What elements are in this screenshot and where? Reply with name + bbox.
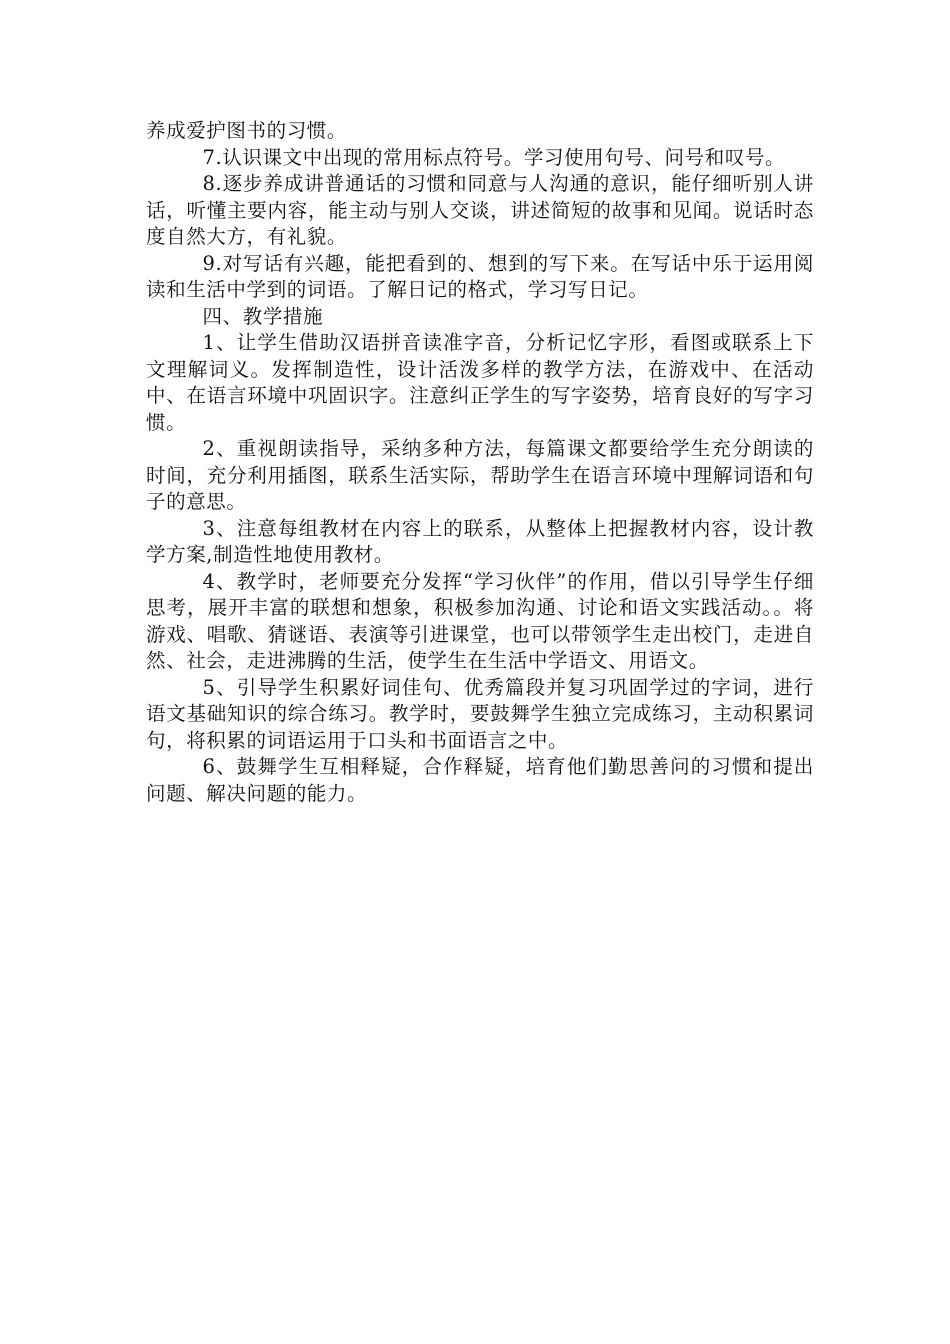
measure-item-3: 3、注意每组教材在内容上的联系，从整体上把握教材内容，设计教学方案,制造性地使用教材。 [146,516,814,566]
measure-item-4: 4、教学时，老师要充分发挥“学习伙伴”的作用，借以引导学生仔细思考，展开丰富的联想和想象，积极参加沟通、讨论和语文实践活动。。将游戏、唱歌、猜谜语、表演等引进课堂，也可以带领学生走出校门，走进自然、社会，走进沸腾的生活，使学生在生活中学语文、用语文。 [146,569,814,672]
paragraph-item-9: 9.对写话有兴趣，能把看到的、想到的写下来。在写话中乐于运用阅读和生活中学到的词语。了解日记的格式，学习写日记。 [146,251,814,301]
paragraph-continuation: 养成爱护图书的习惯。 [146,119,348,142]
measure-item-5: 5、引导学生积累好词佳句、优秀篇段并复习巩固学过的字词，进行语文基础知识的综合练习。教学时，要鼓舞学生独立完成练习，主动积累词句，将积累的词语运用于口头和书面语言之中。 [146,675,814,752]
paragraph-item-8: 8.逐步养成讲普通话的习惯和同意与人沟通的意识，能仔细听别人讲话，听懂主要内容，能主动与别人交谈，讲述简短的故事和见闻。说话时态度自然大方，有礼貌。 [146,172,814,248]
document-body [146,118,814,807]
section-heading-teaching-measures: 四、教学措施 [202,304,324,328]
paragraph-item-7: 7.认识课文中出现的常用标点符号。学习使用句号、问号和叹号。 [202,145,786,169]
measure-item-2: 2、重视朗读指导，采纳多种方法，每篇课文都要给学生充分朗读的时间，充分利用插图，联系生活实际，帮助学生在语言环境中理解词语和句子的意思。 [146,437,814,513]
measure-item-6: 6、鼓舞学生互相释疑，合作释疑，培育他们勤思善问的习惯和提出问题、解决问题的能力。 [146,755,814,805]
measure-item-1: 1、让学生借助汉语拼音读准字音，分析记忆字形，看图或联系上下文理解词义。发挥制造性，设计活泼多样的教学方法，在游戏中、在活动中、在语言环境中巩固识字。注意纠正学生的写字姿势，培育良好的写字习惯。 [146,331,814,434]
